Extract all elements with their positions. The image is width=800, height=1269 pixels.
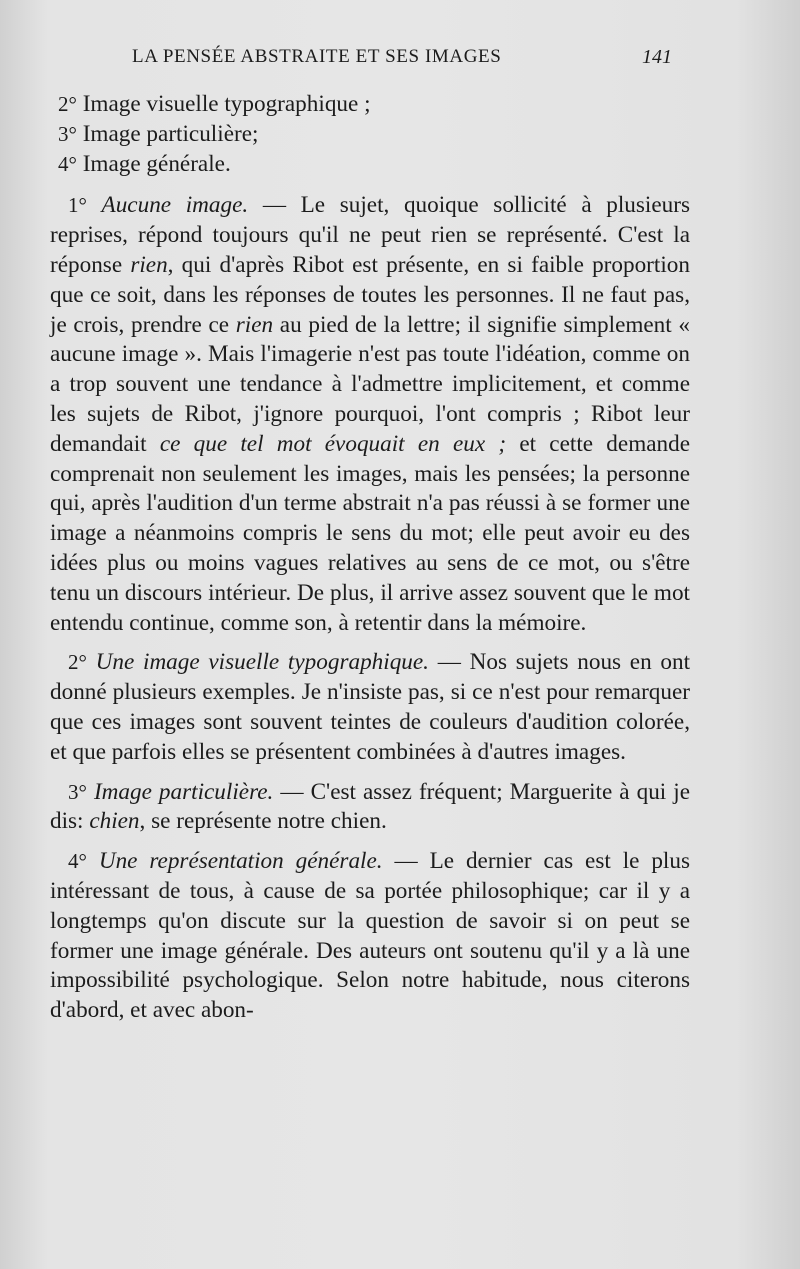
section-paragraph-typographic-image: [50, 648, 690, 767]
enumeration-text: Image visuelle typographique ;: [82, 91, 371, 117]
running-head: LA PENSÉE ABSTRAITE ET SES IMAGES: [132, 46, 502, 67]
emphasis-text: rien: [130, 251, 168, 278]
enumeration-text: Image générale.: [82, 150, 231, 177]
section-paragraph-general-representation: [50, 847, 690, 1026]
paragraph-text: — C'est assez fréquent; Marguerite à qui je dis:: [50, 778, 691, 835]
section-title: Une représentation générale.: [98, 848, 383, 875]
page-number: 141: [642, 46, 672, 68]
emphasis-text: chien: [89, 808, 140, 835]
paragraph-text: — Nos sujets nous en ont donné plusieurs exemples. Je n'insiste pas, si ce n'est pour remarquer que ces images sont souvent teintes de couleurs d'audition colorée, et que parfois elles se présentent combinées à d'autres images.: [50, 649, 691, 765]
paragraph-text: — Le dernier cas est le plus intéressant de tous, à cause de sa portée philosophique; car il y a longtemps qu'on discute sur la question de savoir si on peut se former une image générale. Des auteurs ont soutenu qu'il y a là une impossibilité psychologique. Selon notre habitude, nous citerons d'abord, et avec abon-: [50, 848, 690, 1024]
section-number: 3°: [68, 779, 87, 804]
section-paragraph-no-image: [50, 191, 690, 638]
page-header: [132, 46, 672, 76]
emphasis-text: rien: [235, 311, 274, 338]
enumeration-item: [50, 150, 690, 180]
emphasis-text: ce que tel mot évoquait en eux ;: [159, 430, 507, 457]
paragraph-text: , se représente notre chien.: [139, 808, 387, 835]
enumeration-text: Image particulière;: [82, 120, 259, 147]
section-number: 1°: [68, 193, 87, 218]
section-title: Image particulière.: [93, 778, 274, 805]
paragraph-text: et cette demande comprenait non seulement les images, mais les pensées; la personne qui, après l'audition d'un terme abstrait n'a pas réussi à se former une image a néanmoins compris le sens du mot; elle peut avoir eu des idées plus ou moins vagues relatives au sens de ce mot, ou s'être tenu un discours intérieur. De plus, il arrive assez souvent que le mot entendu continue, comme son, à retentir dans la mémoire.: [50, 430, 690, 636]
page-body: [50, 90, 690, 1026]
paragraph-text: au pied de la lettre; il signifie simplement « aucune image ». Mais l'imagerie n'est pas toute l'idéation, comme on a trop souvent une tendance à l'admettre implicitement, et comme les sujets de Ribot, j'ignore pourquoi, l'ont compris ; Ribot leur demandait: [50, 311, 690, 457]
paragraph-text: , qui d'après Ribot est présente, en si faible proportion que ce soit, dans les réponses de toutes les personnes. Il ne faut pas, je crois, prendre ce: [50, 251, 690, 338]
enumeration-item: [50, 90, 690, 120]
enumeration-item: [50, 120, 690, 150]
enumeration-number: 4°: [58, 151, 77, 176]
section-title: Une image visuelle typographique.: [95, 649, 429, 676]
section-title: Aucune image.: [101, 192, 249, 219]
enumeration-number: 2°: [58, 92, 77, 116]
paragraph-text: — Le sujet, quoique sollicité à plusieurs reprises, répond toujours qu'il ne peut rien se représenté. C'est la réponse: [50, 192, 691, 278]
section-paragraph-particular-image: [50, 778, 690, 838]
section-number: 4°: [68, 849, 87, 874]
section-number: 2°: [68, 650, 87, 675]
enumeration-number: 3°: [58, 121, 77, 146]
